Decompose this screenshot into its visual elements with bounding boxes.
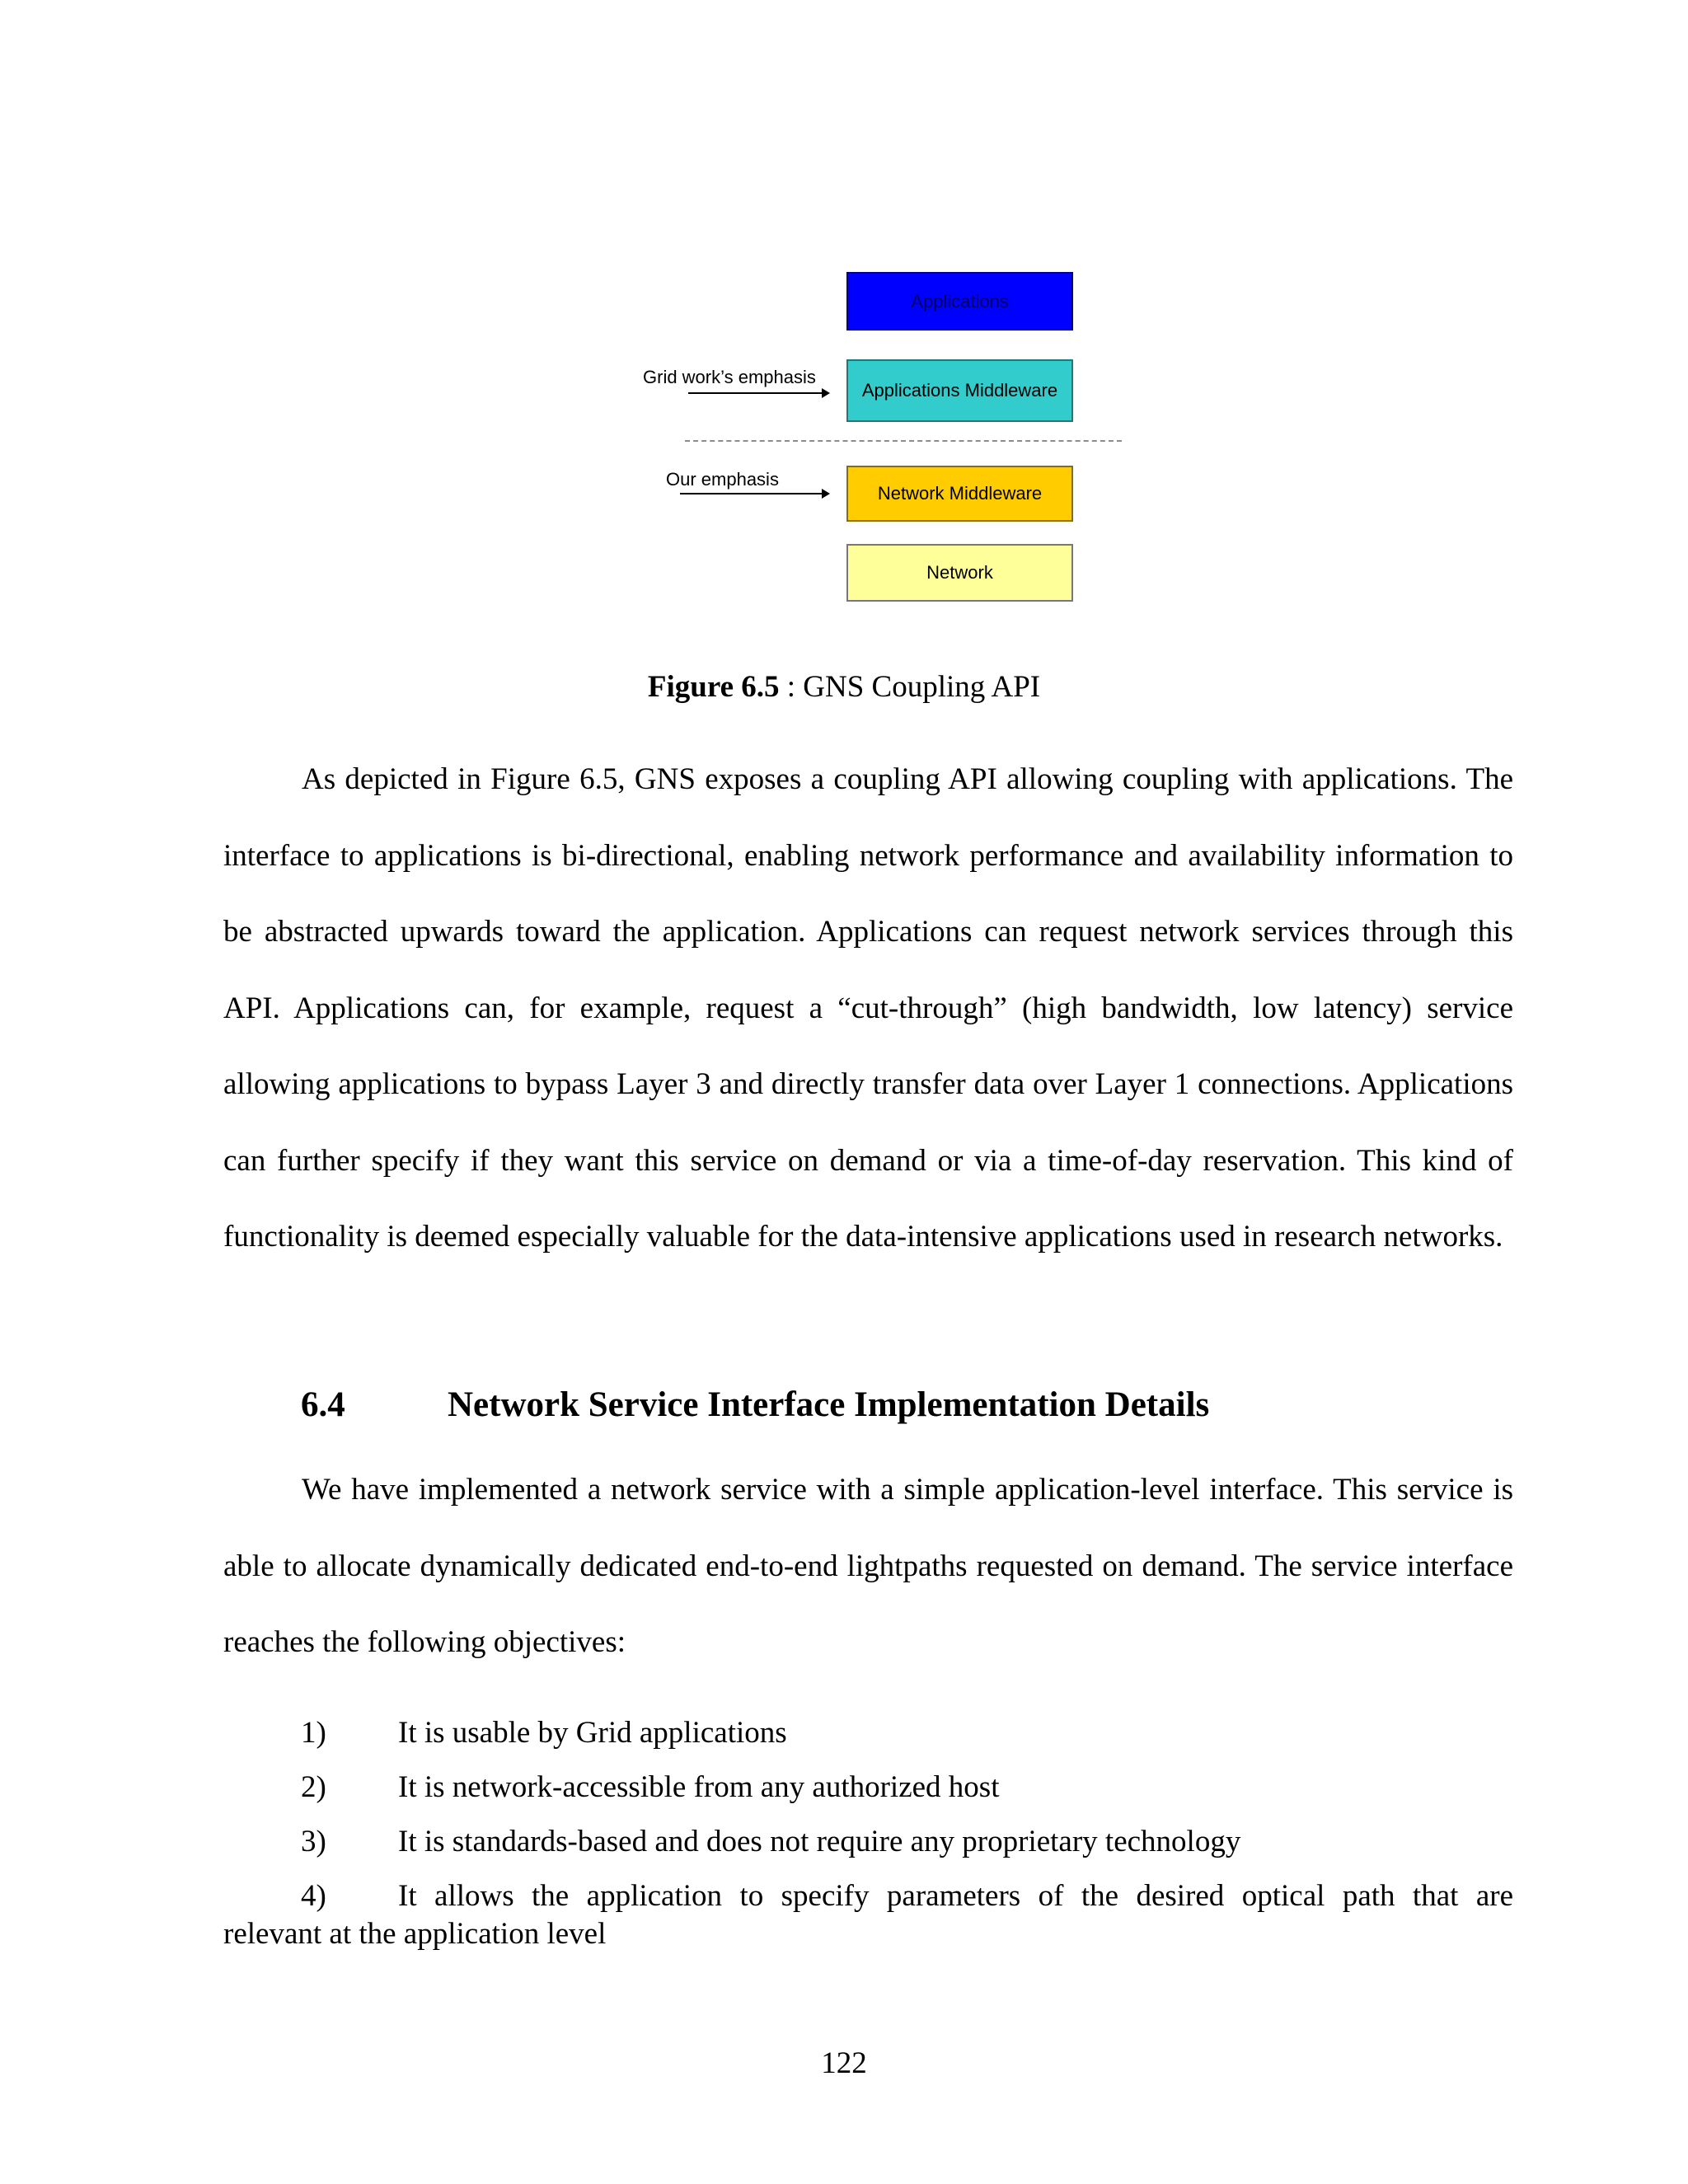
section-heading	[301, 1385, 1209, 1425]
figure-caption-text: : GNS Coupling API	[779, 670, 1041, 704]
grid-emphasis-annotation: Grid work’s emphasis	[643, 367, 816, 387]
list-item-number: 3)	[301, 1825, 326, 1858]
applications-middleware-box	[846, 359, 1073, 422]
applications-box	[846, 272, 1073, 330]
body-paragraph-1: As depicted in Figure 6.5, GNS exposes a coupling API allowing coupling with applications. The interface to applications is bi-directional, enabling network performance and availability information to be abstracted upwards toward the application. Applications can request network services through this API. Applications can, for example, request a “cut-through” (high bandwidth, low latency) service allowing applications to bypass Layer 3 and directly transfer data over Layer 1 connections. Applications can further specify if they want this service on demand or via a time-of-day reservation. This kind of functionality is deemed especially valuable for the data-intensive applications used in research networks.	[223, 762, 1513, 1254]
figure-diagram	[0, 0, 1688, 626]
list-item-continuation	[223, 1915, 1513, 1953]
list-item-text: It is standards-based and does not require any proprietary technology	[398, 1825, 1241, 1858]
our-emphasis-arrow	[680, 493, 828, 494]
list-item-number: 4)	[301, 1879, 326, 1913]
network-middleware-box	[846, 466, 1073, 522]
figure-caption	[0, 669, 1688, 705]
list-item-number: 1)	[301, 1716, 326, 1750]
list-item-text: It allows the application to specify parameters of the desired optical path that are	[398, 1879, 1513, 1913]
figure-caption-label: Figure 6.5	[647, 670, 780, 704]
grid-emphasis-arrow	[688, 392, 828, 394]
list-item-text-continued: relevant at the application level	[223, 1917, 607, 1951]
list-item-number: 2)	[301, 1770, 326, 1804]
section-title: Network Service Interface Implementation Details	[448, 1385, 1210, 1424]
layer-divider	[685, 440, 1122, 442]
network-middleware-label: Network Middleware	[877, 483, 1043, 504]
applications-middleware-label: Applications Middleware	[861, 380, 1058, 401]
list-item-text: It is usable by Grid applications	[398, 1716, 787, 1750]
network-label: Network	[926, 562, 993, 583]
our-emphasis-annotation: Our emphasis	[666, 469, 779, 490]
list-item-text: It is network-accessible from any authorized host	[398, 1770, 1000, 1804]
applications-label: Applications	[911, 290, 1009, 312]
network-box	[846, 544, 1073, 602]
body-paragraph-2: We have implemented a network service with a simple application-level interface. This service is able to allocate dynamically dedicated end-to-end lightpaths requested on demand. The service interface reaches the following objectives:	[223, 1473, 1513, 1659]
section-number: 6.4	[301, 1385, 345, 1424]
page-number: 122	[821, 2046, 867, 2080]
